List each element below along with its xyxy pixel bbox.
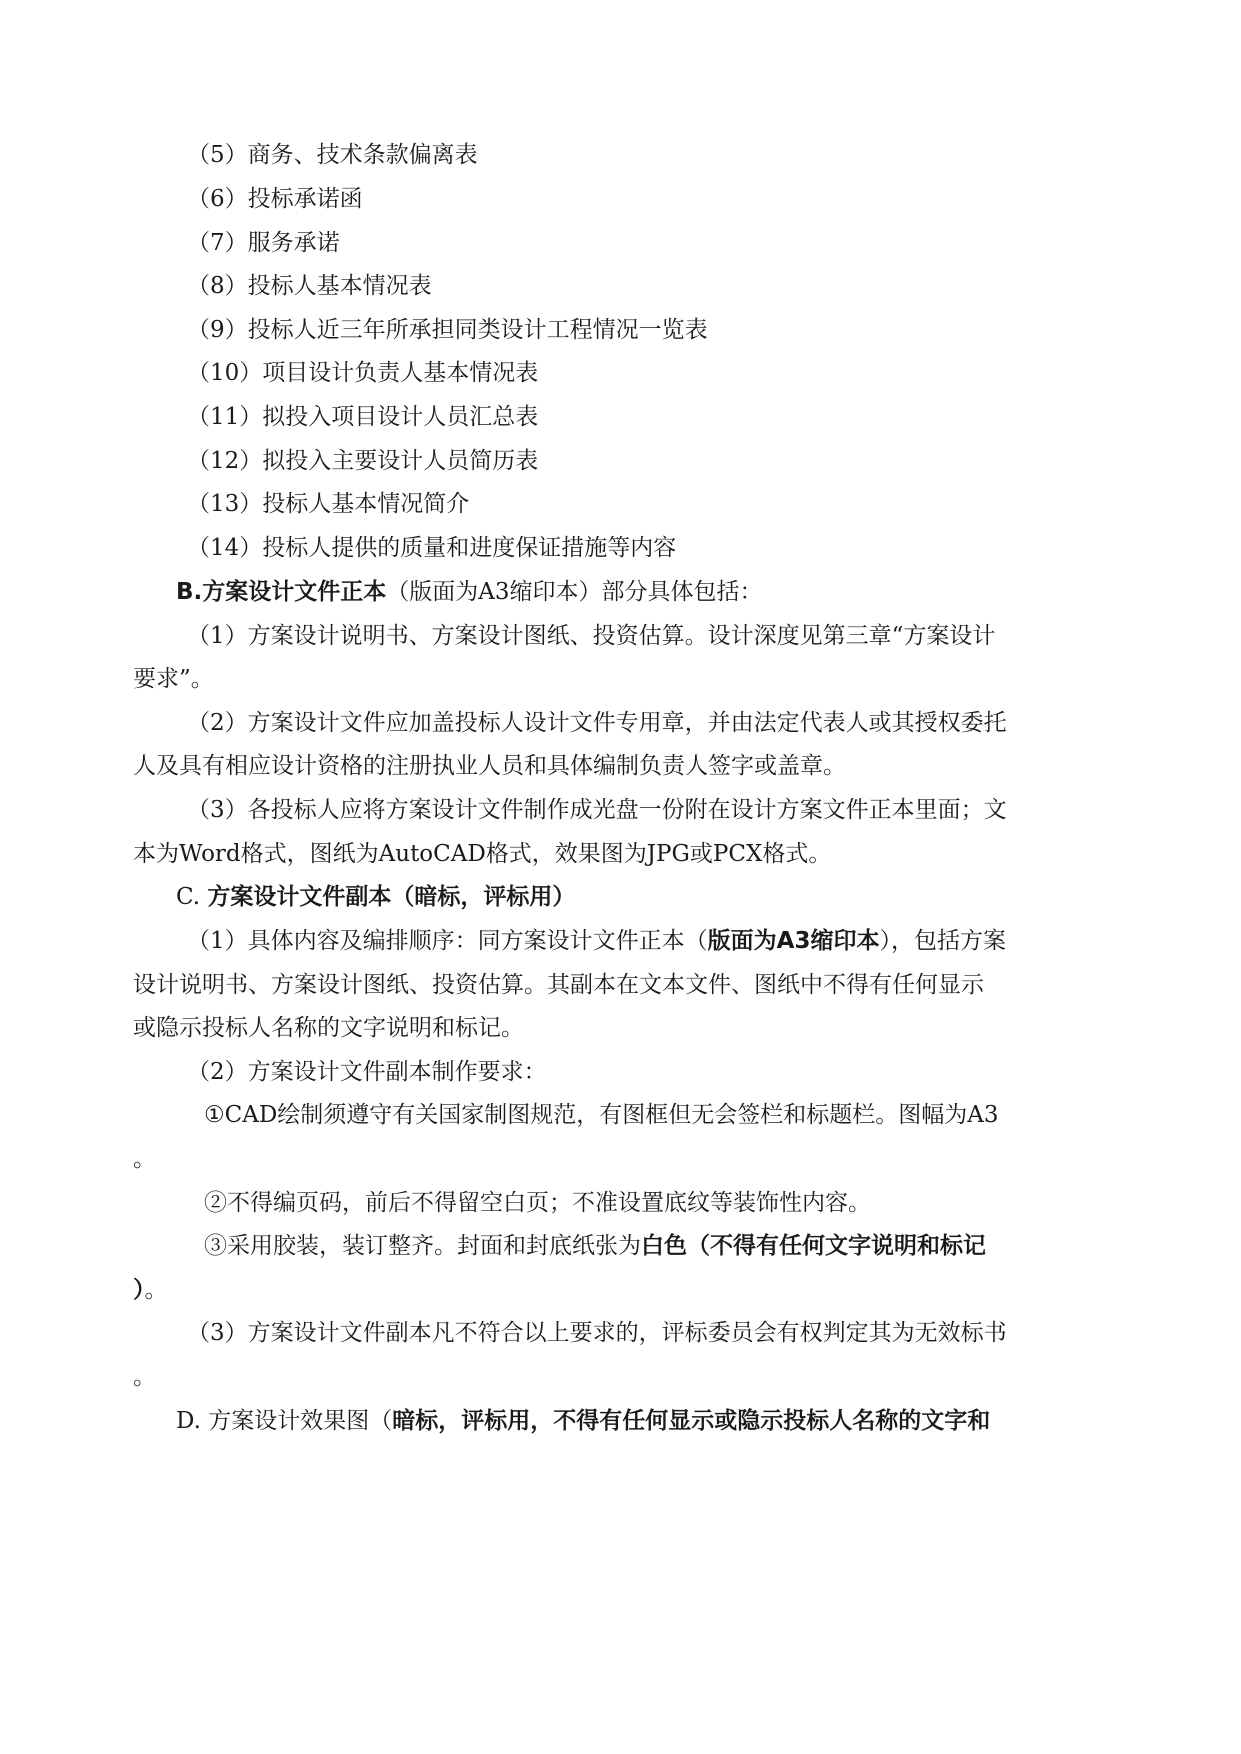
section-d-heading-bold: 暗标，评标用，不得有任何显示或隐示投标人名称的文字和 bbox=[392, 1408, 991, 1434]
list-item: （8）投标人基本情况表 bbox=[187, 273, 432, 299]
section-b-paragraph-3: （3）各投标人应将方案设计文件制作成光盘一份附在设计方案文件正本里面；文 bbox=[187, 797, 1007, 823]
list-item: （5）商务、技术条款偏离表 bbox=[187, 142, 478, 168]
section-c-paragraph-1-cont: 或隐示投标人名称的文字说明和标记。 bbox=[133, 1015, 524, 1041]
section-c-paragraph-2: （2）方案设计文件副本制作要求： bbox=[187, 1059, 547, 1085]
section-c-item-3-bold: 白色（不得有任何文字说明和标记 bbox=[641, 1233, 986, 1259]
section-c-item-1: ①CAD绘制须遵守有关国家制图规范，有图框但无会签栏和标题栏。图幅为A3 bbox=[204, 1102, 999, 1128]
section-d-heading bbox=[176, 1406, 990, 1436]
section-c-heading-bold: 方案设计文件副本（暗标，评标用） bbox=[207, 884, 576, 910]
section-c-p1-text-a: （1）具体内容及编排顺序：同方案设计文件正本（ bbox=[187, 928, 708, 954]
section-c-paragraph-1-cont: 设计说明书、方案设计图纸、投资估算。其副本在文本文件、图纸中不得有任何显示 bbox=[133, 972, 984, 998]
section-b-heading bbox=[176, 577, 763, 607]
section-b-paragraph-1-cont: 要求”。 bbox=[133, 666, 214, 692]
section-c-item-3-cont-bold: ） bbox=[133, 1277, 145, 1303]
section-b-heading-bold: B.方案设计文件正本 bbox=[176, 579, 387, 605]
list-item: （9）投标人近三年所承担同类设计工程情况一览表 bbox=[187, 317, 708, 343]
list-item: （6）投标承诺函 bbox=[187, 186, 363, 212]
section-b-paragraph-2: （2）方案设计文件应加盖投标人设计文件专用章，并由法定代表人或其授权委托 bbox=[187, 710, 1007, 736]
section-c-paragraph-1 bbox=[187, 926, 1006, 956]
section-c-item-3 bbox=[204, 1231, 986, 1261]
section-c-heading-prefix: C. bbox=[176, 884, 208, 910]
section-b-paragraph-3-cont: 本为Word格式，图纸为AutoCAD格式，效果图为JPG或PCX格式。 bbox=[133, 841, 832, 867]
section-c-item-2: ②不得编页码，前后不得留空白页；不准设置底纹等装饰性内容。 bbox=[204, 1190, 871, 1216]
section-b-paragraph-2-cont: 人及具有相应设计资格的注册执业人员和具体编制负责人签字或盖章。 bbox=[133, 753, 846, 779]
list-item: （7）服务承诺 bbox=[187, 230, 340, 256]
section-c-item-3-cont bbox=[133, 1275, 168, 1305]
section-b-paragraph-1: （1）方案设计说明书、方案设计图纸、投资估算。设计深度见第三章“方案设计 bbox=[187, 623, 996, 649]
section-c-heading bbox=[176, 882, 575, 912]
section-d-heading-text: D. 方案设计效果图（ bbox=[176, 1408, 393, 1434]
list-item: （12）拟投入主要设计人员简历表 bbox=[187, 448, 539, 474]
section-c-p1-bold: 版面为A3缩印本 bbox=[707, 928, 880, 954]
list-item: （13）投标人基本情况简介 bbox=[187, 491, 470, 517]
section-b-heading-rest: （版面为A3缩印本）部分具体包括： bbox=[386, 579, 763, 605]
section-c-item-1-cont: 。 bbox=[133, 1146, 156, 1172]
section-c-paragraph-3: （3）方案设计文件副本凡不符合以上要求的，评标委员会有权判定其为无效标书 bbox=[187, 1320, 1007, 1346]
list-item: （14）投标人提供的质量和进度保证措施等内容 bbox=[187, 535, 677, 561]
section-c-p1-text-b: ），包括方案 bbox=[879, 928, 1006, 954]
section-c-paragraph-3-cont: 。 bbox=[133, 1364, 156, 1390]
section-c-item-3-text: ③采用胶装，装订整齐。封面和封底纸张为 bbox=[204, 1233, 641, 1259]
section-c-item-3-cont-rest: 。 bbox=[144, 1277, 168, 1303]
list-item: （11）拟投入项目设计人员汇总表 bbox=[187, 404, 539, 430]
list-item: （10）项目设计负责人基本情况表 bbox=[187, 360, 539, 386]
